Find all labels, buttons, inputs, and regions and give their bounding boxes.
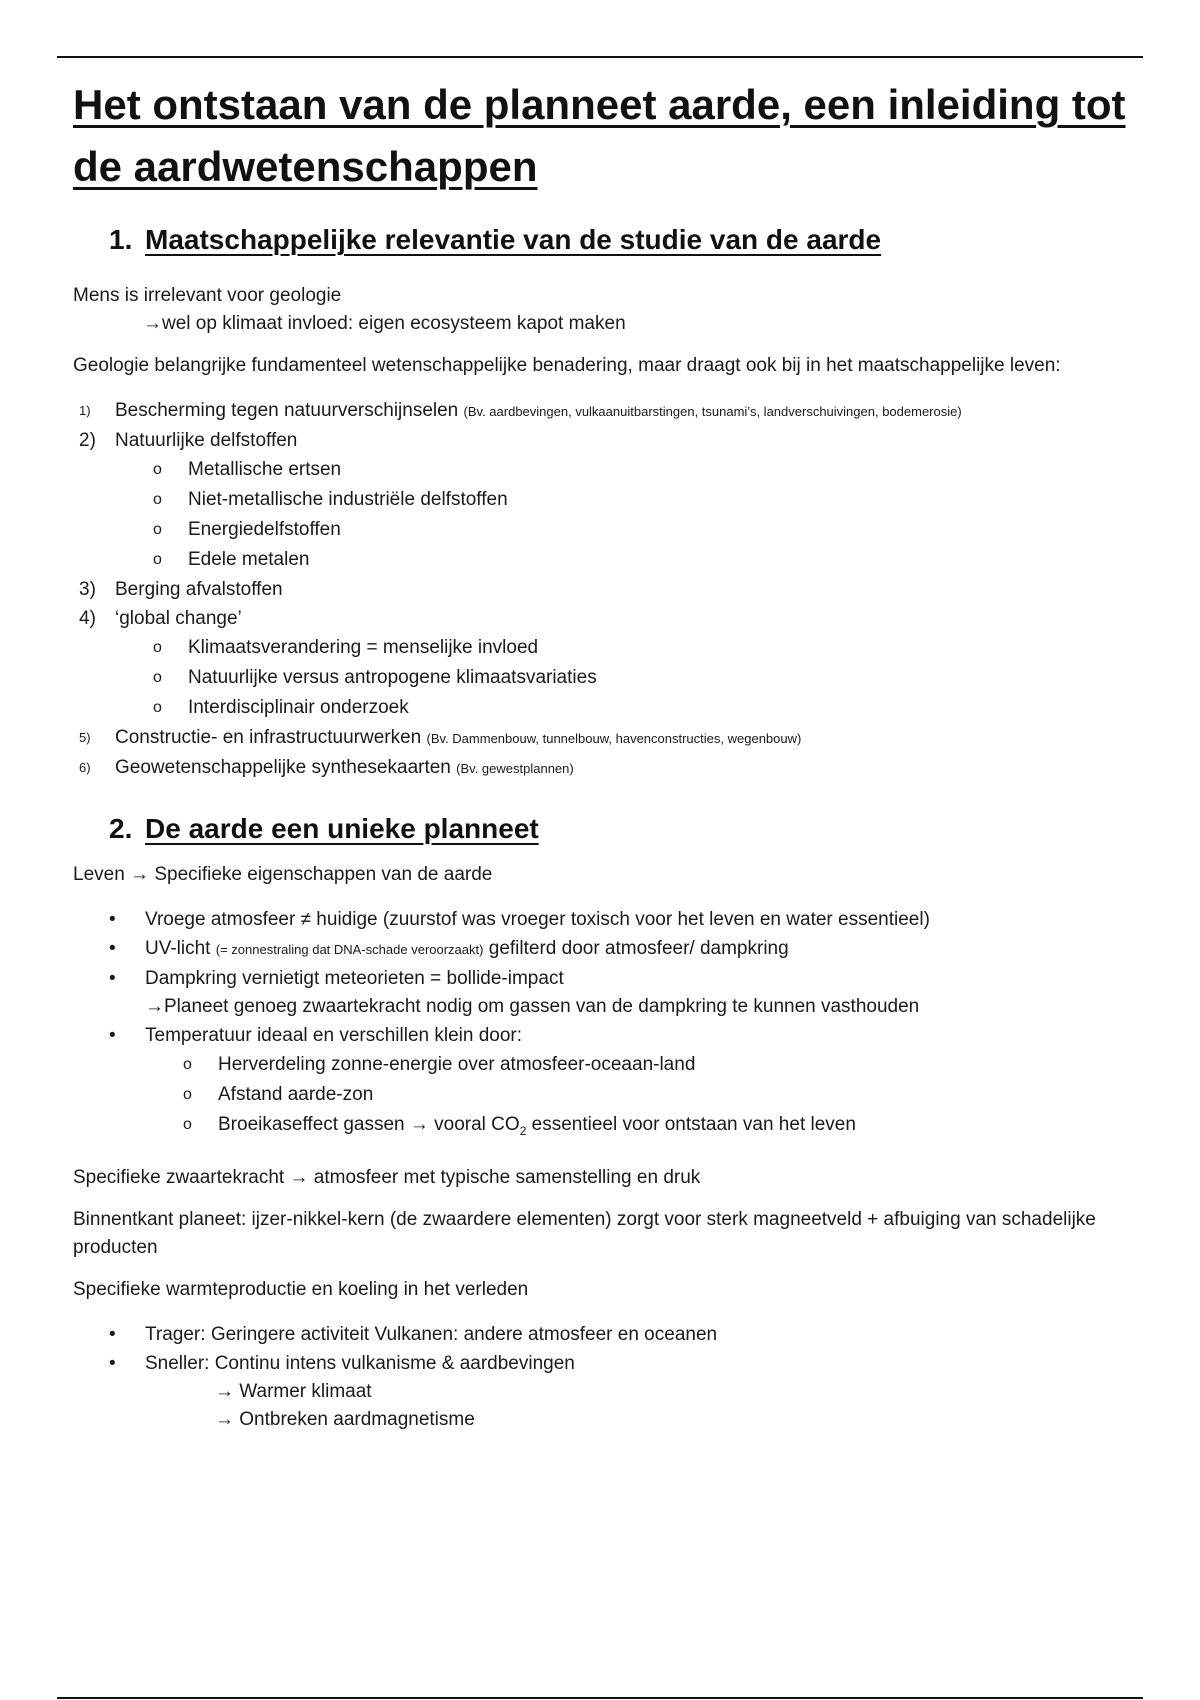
sub-list-item: o Interdisciplinair onderzoek xyxy=(153,697,409,718)
top-rule xyxy=(57,56,1143,58)
list-item: 1) Bescherming tegen natuurverschijnselen (Bv. aardbevingen, vulkaanuitbarstingen, tsunami’s, landverschuivingen, bodemerosie) xyxy=(79,400,962,421)
bullet-continuation: →Planeet genoeg zwaartekracht nodig om gassen van de dampkring te kunnen vasthouden xyxy=(145,996,920,1017)
bullet-item: • Vroege atmosfeer ≠ huidige (zuurstof was vroeger toxisch voor het leven en water essentieel) xyxy=(109,909,930,930)
earth-properties-list xyxy=(73,905,1133,1146)
heat-list xyxy=(73,1320,1133,1434)
document-title: Het ontstaan van de planneet aarde, een inleiding tot de aardwetenschappen xyxy=(73,81,1126,190)
s2-paragraph-2: Specifieke zwaartekracht → atmosfeer met typische samenstelling en druk xyxy=(73,1166,701,1188)
list-item: 4) ‘global change’ xyxy=(79,608,242,629)
item-note: (Bv. gewestplannen) xyxy=(456,761,574,776)
section-1-title: Maatschappelijke relevantie van de studie van de aarde xyxy=(145,224,882,255)
bullet-item: • UV-licht (= zonnestraling dat DNA-schade veroorzaakt) gefilterd door atmosfeer/ dampkring xyxy=(109,938,789,959)
sub-list-item: o Herverdeling zonne-energie over atmosfeer-oceaan-land xyxy=(183,1054,696,1075)
sub-list-item: o Metallische ertsen xyxy=(153,459,342,480)
bullet-item: • Dampkring vernietigt meteorieten = bollide-impact xyxy=(109,968,564,989)
item-note: (Bv. Dammenbouw, tunnelbouw, havenconstructies, wegenbouw) xyxy=(426,731,802,746)
section-1-heading xyxy=(109,220,1133,260)
sub-list-item: o Edele metalen xyxy=(153,549,310,570)
sub-list-item: o Klimaatsverandering = menselijke invloed xyxy=(153,637,539,658)
relevance-list xyxy=(73,396,1133,783)
sub-list-item: o Broeikaseffect gassen → vooral $CO_2$ essentieel voor ontstaan van het leven xyxy=(183,1114,856,1138)
sub-list-item: o Niet-metallische industriële delfstoffen xyxy=(153,489,508,510)
s1-paragraph-1-arrow: →wel op klimaat invloed: eigen ecosysteem kapot maken xyxy=(143,313,626,334)
section-2-number: 2. xyxy=(109,813,133,844)
document-page xyxy=(73,74,1133,1434)
s1-paragraph-1: Mens is irrelevant voor geologie xyxy=(73,285,342,306)
item-note: (Bv. aardbevingen, vulkaanuitbarstingen, tsunami’s, landverschuivingen, bodemerosie) xyxy=(463,404,962,419)
arrow-line: → Warmer klimaat xyxy=(215,1380,372,1402)
item-note: (= zonnestraling dat DNA-schade veroorzaakt) xyxy=(215,942,484,957)
sub-list-item: o Natuurlijke versus antropogene klimaatsvariaties xyxy=(153,667,597,688)
s1-paragraph-2: Geologie belangrijke fundamenteel wetenschappelijke benadering, maar draagt ook bij in het maatschappelijke leven: xyxy=(73,355,1061,376)
s2-paragraph-4: Specifieke warmteproductie en koeling in het verleden xyxy=(73,1278,529,1300)
list-item: 6) Geowetenschappelijke synthesekaarten (Bv. gewestplannen) xyxy=(79,757,574,778)
sub-list-item: o Afstand aarde-zon xyxy=(183,1084,374,1105)
sub-list-item: o Energiedelfstoffen xyxy=(153,519,341,540)
s2-paragraph-1: Leven → Specifieke eigenschappen van de aarde xyxy=(73,864,493,885)
list-item: 5) Constructie- en infrastructuurwerken (Bv. Dammenbouw, tunnelbouw, havenconstructies, wegenbouw) xyxy=(79,727,802,748)
bottom-rule xyxy=(57,1697,1143,1699)
arrow-line: → Ontbreken aardmagnetisme xyxy=(215,1408,475,1430)
section-2-heading xyxy=(109,809,1133,849)
list-item: 2) Natuurlijke delfstoffen xyxy=(79,430,298,451)
list-item: 3) Berging afvalstoffen xyxy=(79,579,283,600)
section-2-title: De aarde een unieke planneet xyxy=(145,813,539,844)
bullet-item: • Trager: Geringere activiteit Vulkanen: andere atmosfeer en oceanen xyxy=(109,1323,718,1345)
bullet-item: • Sneller: Continu intens vulkanisme & aardbevingen xyxy=(109,1352,575,1374)
bullet-item: • Temperatuur ideaal en verschillen klein door: xyxy=(109,1025,523,1046)
section-1-number: 1. xyxy=(109,224,133,255)
s2-paragraph-3: Binnentkant planeet: ijzer-nikkel-kern (de zwaardere elementen) zorgt voor sterk magneetveld + afbuiging van schadelijke producten xyxy=(73,1208,1096,1258)
